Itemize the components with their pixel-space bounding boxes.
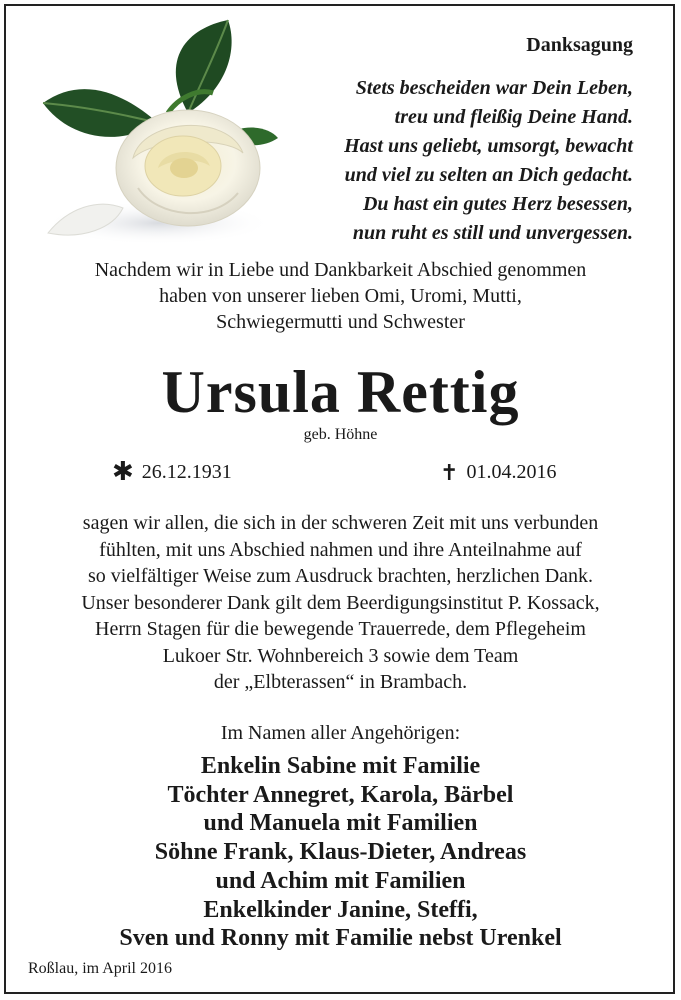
thanks-paragraph [0, 510, 681, 696]
thanks-line: fühlten, mit uns Abschied nahmen und ihre Anteilnahme auf [99, 538, 582, 561]
poem-line: Du hast ein gutes Herz besessen, [362, 193, 633, 215]
thanks-line: Herrn Stagen für die bewegende Trauerrede, dem Pflegeheim [95, 618, 586, 640]
asterisk-icon: ✱ [112, 457, 134, 486]
thanks-line: der „Elbterassen“ in Brambach. [213, 671, 468, 693]
intro-line: haben von unserer lieben Omi, Uromi, Mutti, [159, 285, 522, 307]
death-date-row [440, 457, 556, 488]
deceased-name: Ursula Rettig [161, 359, 520, 425]
family-line: und Manuela mit Familien [203, 810, 478, 837]
poem-line: treu und fleißig Deine Hand. [394, 106, 633, 128]
place-date: Roßlau, im April 2016 [28, 960, 172, 977]
family-line: und Achim mit Familien [215, 867, 466, 894]
intro-line: Nachdem wir in Liebe und Dankbarkeit Abschied genommen [94, 259, 587, 281]
cross-icon: ✝ [440, 460, 459, 485]
intro-line: Schwiegermutti und Schwester [216, 311, 465, 333]
family-line: Sven und Ronny mit Familie nebst Urenkel [119, 925, 562, 952]
signoff: Im Namen aller Angehörigen: [220, 722, 461, 744]
thanks-line: Unser besonderer Dank gilt dem Beerdigungsinstitut P. Kossack, [81, 591, 600, 614]
family-line: Töchter Annegret, Karola, Bärbel [167, 781, 514, 808]
thanks-line: Lukoer Str. Wohnbereich 3 sowie dem Team [162, 644, 519, 667]
family-line: Enkelkinder Janine, Steffi, [203, 896, 478, 923]
thanks-line: so vielfältiger Weise zum Ausdruck brachten, herzlichen Dank. [87, 565, 594, 587]
thanks-line: sagen wir allen, die sich in der schweren Zeit mit uns verbunden [82, 512, 599, 534]
family-line: Enkelin Sabine mit Familie [200, 753, 481, 779]
birth-date-row [112, 457, 232, 487]
birth-name: geb. Höhne [303, 426, 378, 443]
heading-danksagung: Danksagung [526, 34, 633, 56]
poem [344, 74, 633, 248]
intro-paragraph [0, 257, 681, 335]
family-line: Söhne Frank, Klaus-Dieter, Andreas [154, 839, 527, 866]
birth-date: 26.12.1931 [141, 461, 232, 483]
white-rose-image [38, 18, 288, 250]
death-date: 01.04.2016 [466, 461, 557, 483]
poem-line: Stets bescheiden war Dein Leben, [355, 77, 633, 99]
poem-line: und viel zu selten an Dich gedacht. [344, 164, 633, 186]
poem-line: Hast uns geliebt, umsorgt, bewacht [344, 135, 633, 157]
poem-line: nun ruht es still und unvergessen. [352, 222, 633, 244]
family-list [0, 752, 681, 953]
